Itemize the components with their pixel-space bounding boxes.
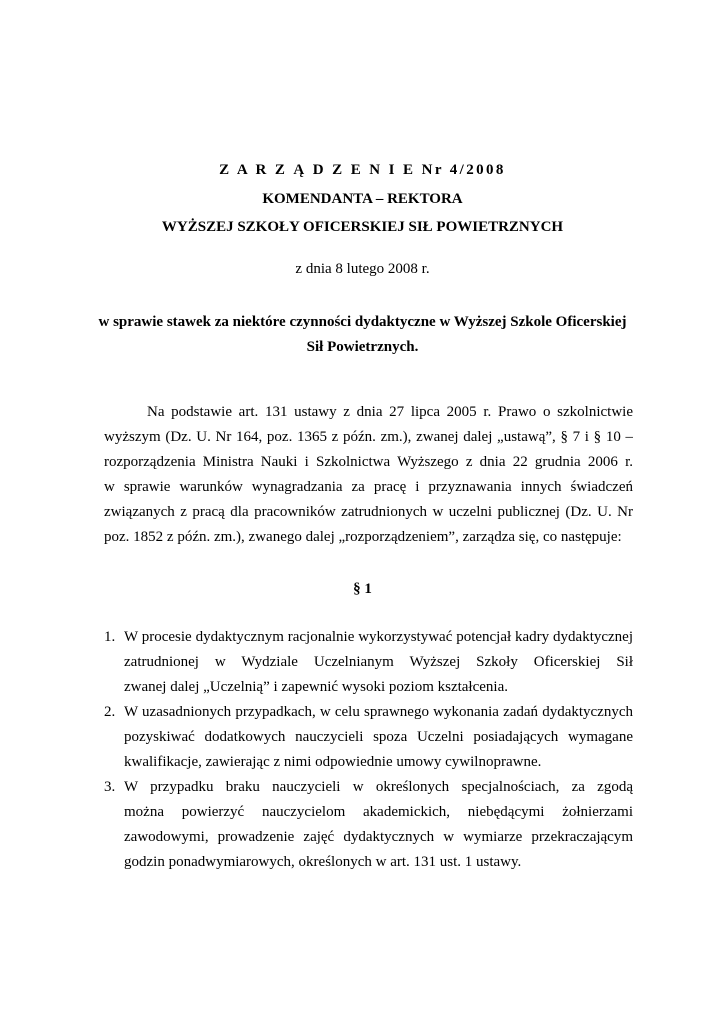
intro-line: rozporządzenia Ministra Nauki i Szkolnictwa Wyższego z dnia 22 grudnia 2006 r. bbox=[104, 454, 633, 470]
intro-line: w sprawie warunków wynagradzania za pracę i przyznawania innych świadczeń bbox=[104, 479, 633, 495]
document-date: z dnia 8 lutego 2008 r. bbox=[295, 261, 430, 277]
intro-line: Na podstawie art. 131 ustawy z dnia 27 lipca 2005 r. Prawo o szkolnictwie bbox=[147, 404, 633, 420]
subject-line-1: w sprawie stawek za niektóre czynności dydaktyczne w Wyższej Szkole Oficerskiej bbox=[98, 314, 627, 330]
list-item bbox=[104, 775, 633, 875]
subject-line-2: Sił Powietrznych. bbox=[306, 339, 419, 355]
list-item-text bbox=[124, 625, 633, 700]
section-1-list bbox=[104, 625, 633, 875]
list-item-line: W przypadku braku nauczycieli w określonych specjalnościach, za zgodą bbox=[124, 779, 633, 795]
intro-line: poz. 1852 z późn. zm.), zwanego dalej „rozporządzeniem”, zarządza się, co następuje: bbox=[104, 529, 622, 545]
list-item-line: zawodowymi, prowadzenie zajęć dydaktycznych w wymiarze przekraczającym bbox=[124, 829, 633, 845]
list-item-line: zatrudnionej w Wydziale Uczelnianym Wyższej Szkoły Oficerskiej Sił bbox=[124, 654, 633, 670]
list-item-line: kwalifikacje, zawierając z nimi odpowiednie umowy cywilnoprawne. bbox=[124, 754, 542, 770]
section-heading: § 1 bbox=[353, 581, 372, 597]
intro-line: związanych z pracą dla pracowników zatrudnionych w uczelni publicznej (Dz. U. Nr bbox=[104, 504, 633, 520]
list-item-line: W uzasadnionych przypadkach, w celu sprawnego wykonania zadań dydaktycznych bbox=[124, 704, 633, 720]
list-item-text bbox=[124, 775, 633, 875]
intro-paragraph bbox=[104, 400, 633, 550]
list-item-line: można powierzyć nauczycielom akademickich, niebędącymi żołnierzami bbox=[124, 804, 633, 820]
list-item-line: zwanej dalej „Uczelnią” i zapewnić wysoki poziom kształcenia. bbox=[124, 679, 508, 695]
list-item-text bbox=[124, 700, 633, 775]
document-title: Z A R Z Ą D Z E N I E Nr 4/2008 bbox=[219, 162, 506, 178]
intro-line: wyższym (Dz. U. Nr 164, poz. 1365 z późn. zm.), zwanej dalej „ustawą”, § 7 i § 10 – bbox=[104, 429, 633, 445]
list-item-line: W procesie dydaktycznym racjonalnie wykorzystywać potencjał kadry dydaktycznej bbox=[124, 629, 633, 645]
list-item-line: pozyskiwać dodatkowych nauczycieli spoza Uczelni posiadających wymagane bbox=[124, 729, 633, 745]
list-item-number: 1. bbox=[104, 629, 116, 645]
list-item-number: 3. bbox=[104, 779, 116, 795]
issuer-line: KOMENDANTA – REKTORA bbox=[262, 191, 463, 207]
list-item bbox=[104, 625, 633, 700]
institution-line: WYŻSZEJ SZKOŁY OFICERSKIEJ SIŁ POWIETRZNYCH bbox=[161, 219, 564, 235]
list-item-number: 2. bbox=[104, 704, 116, 720]
list-item-line: godzin ponadwymiarowych, określonych w art. 131 ust. 1 ustawy. bbox=[124, 854, 522, 870]
list-item bbox=[104, 700, 633, 775]
